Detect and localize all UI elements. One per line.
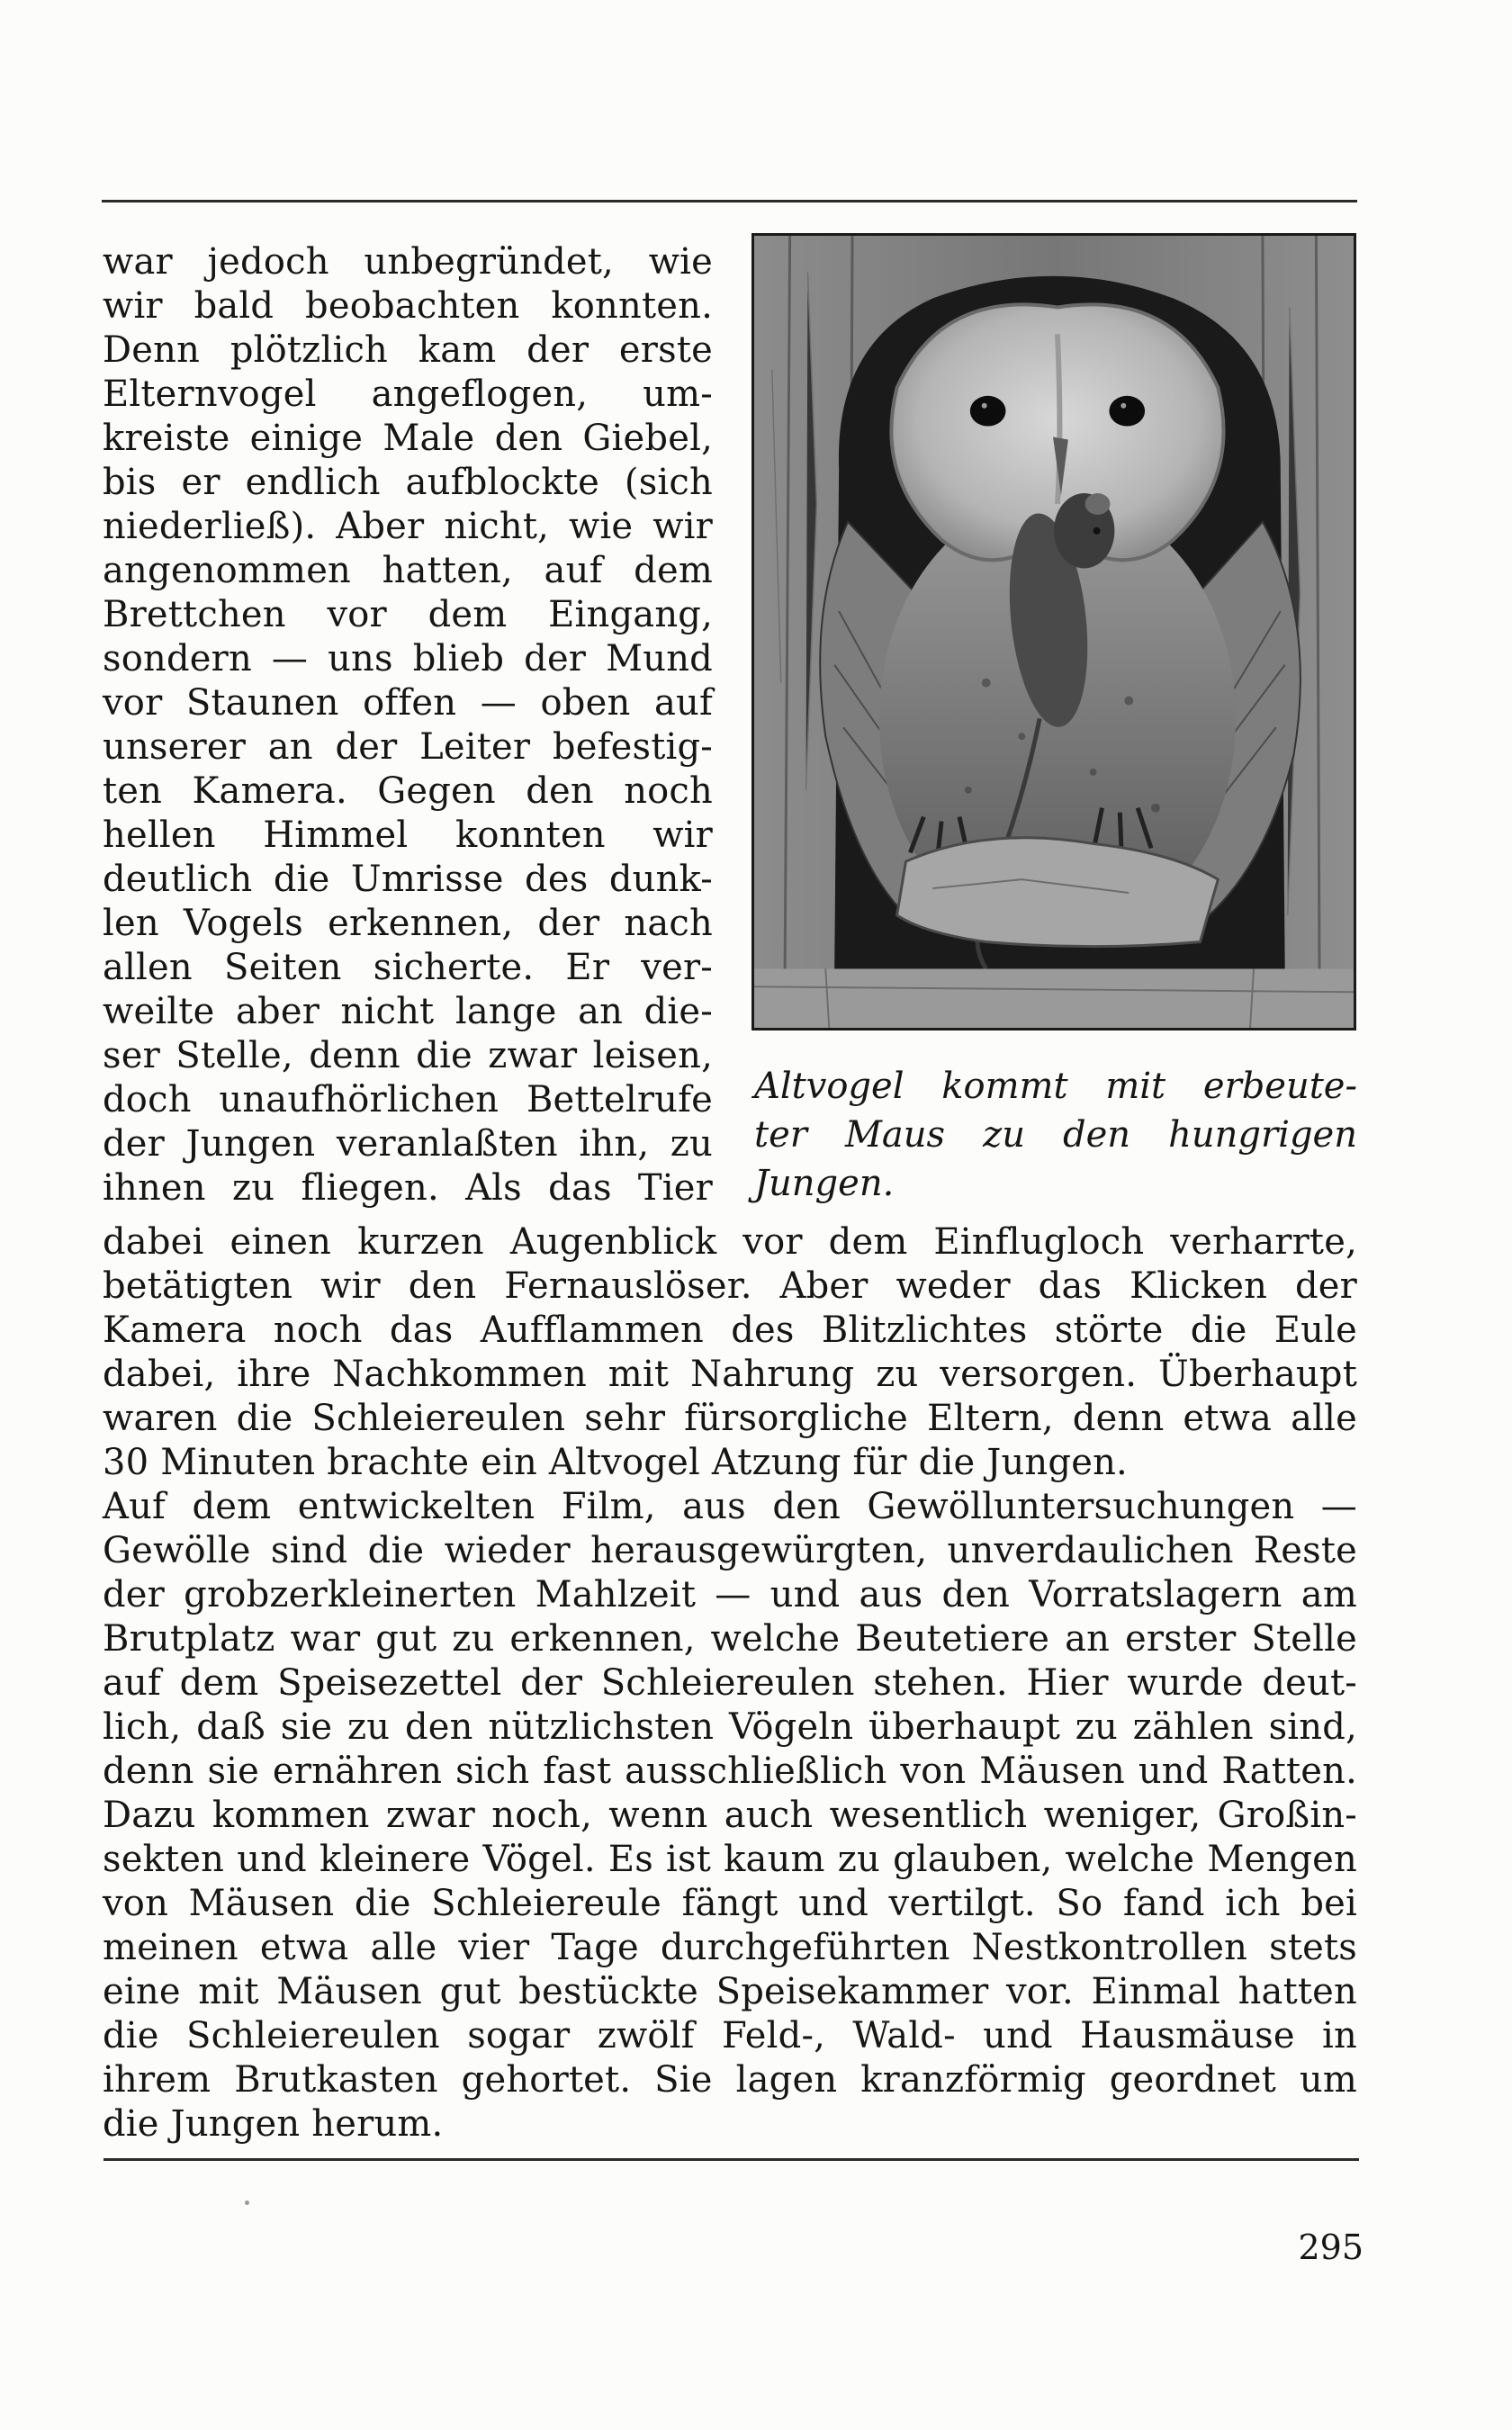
text-line: bis er endlich aufblockte (sich bbox=[103, 462, 713, 503]
text-line: wir bald beobachten konnten. bbox=[103, 285, 713, 327]
text-line: vor Staunen offen — oben auf bbox=[103, 682, 713, 724]
text-line: Kamera noch das Aufflammen des Blitzlichtes störte die Eule bbox=[103, 1310, 1357, 1351]
text-line: 30 Minuten brachte ein Altvogel Atzung für die Jungen. bbox=[103, 1442, 1128, 1483]
caption-line: Jungen. bbox=[754, 1163, 895, 1204]
caption-line: Altvogel kommt mit erbeute- bbox=[754, 1066, 1357, 1107]
text-line: len Vogels erkennen, der nach bbox=[103, 903, 713, 944]
text-line: ten Kamera. Gegen den noch bbox=[103, 770, 713, 812]
text-line: ser Stelle, denn die zwar leisen, bbox=[103, 1035, 713, 1076]
text-line: sondern — uns blieb der Mund bbox=[103, 638, 713, 680]
photo-caption bbox=[754, 1062, 1357, 1208]
text-line: meinen etwa alle vier Tage durchgeführten Nestkontrollen stets bbox=[103, 1927, 1357, 1968]
text-line: kreiste einige Male den Giebel, bbox=[103, 418, 713, 459]
text-line: Dazu kommen zwar noch, wenn auch wesentlich weniger, Großin- bbox=[103, 1795, 1357, 1836]
text-line: dabei einen kurzen Augenblick vor dem Einflugloch verharrte, bbox=[103, 1221, 1357, 1263]
text-line: dabei, ihre Nachkommen mit Nahrung zu versorgen. Überhaupt bbox=[103, 1354, 1357, 1395]
text-line: Brettchen vor dem Eingang, bbox=[103, 594, 713, 635]
top-rule bbox=[102, 200, 1357, 202]
owl-photo-illustration bbox=[754, 236, 1354, 1028]
text-line: die Jungen herum. bbox=[103, 2103, 444, 2145]
text-line: unserer an der Leiter befestig- bbox=[103, 726, 713, 768]
text-line: Elternvogel angeflogen, um- bbox=[103, 374, 713, 415]
text-line: der grobzerkleinerten Mahlzeit — und aus den Vorratslagern am bbox=[103, 1574, 1357, 1616]
caption-line: ter Maus zu den hungrigen bbox=[754, 1114, 1357, 1156]
text-line: ihrem Brutkasten gehortet. Sie lagen kranzförmig geordnet um bbox=[103, 2059, 1357, 2101]
text-line: hellen Himmel konnten wir bbox=[103, 814, 713, 856]
text-line: die Schleiereulen sogar zwölf Feld-, Wald- und Hausmäuse in bbox=[103, 2015, 1357, 2056]
text-line: betätigten wir den Fernauslöser. Aber weder das Klicken der bbox=[103, 1265, 1357, 1307]
text-line: eine mit Mäusen gut bestückte Speisekammer vor. Einmal hatten bbox=[103, 1971, 1357, 2012]
text-line: ihnen zu fliegen. Als das Tier bbox=[103, 1167, 713, 1209]
text-line: lich, daß sie zu den nützlichsten Vögeln überhaupt zu zählen sind, bbox=[103, 1706, 1357, 1748]
text-line: weilte aber nicht lange an die- bbox=[103, 991, 713, 1032]
text-line: allen Seiten sicherte. Er ver- bbox=[103, 947, 713, 988]
text-line: war jedoch unbegründet, wie bbox=[103, 241, 713, 283]
text-line: sekten und kleinere Vögel. Es ist kaum zu glauben, welche Mengen bbox=[103, 1839, 1357, 1880]
bottom-rule bbox=[104, 2158, 1359, 2161]
text-line: deutlich die Umrisse des dunk- bbox=[103, 859, 713, 900]
paper-speck bbox=[245, 2200, 249, 2205]
text-line: Auf dem entwickelten Film, aus den Gewölluntersuchungen — bbox=[103, 1486, 1357, 1527]
page-number: 295 bbox=[1298, 2228, 1364, 2267]
owl-photo bbox=[752, 233, 1356, 1030]
text-line: der Jungen veranlaßten ihn, zu bbox=[103, 1123, 713, 1165]
text-line: denn sie ernähren sich fast ausschließlich von Mäusen und Ratten. bbox=[103, 1750, 1357, 1792]
text-line: auf dem Speisezettel der Schleiereulen stehen. Hier wurde deut- bbox=[103, 1662, 1357, 1704]
text-line: Brutplatz war gut zu erkennen, welche Beutetiere an erster Stelle bbox=[103, 1618, 1357, 1660]
text-line: Denn plötzlich kam der erste bbox=[103, 329, 713, 371]
text-line: waren die Schleiereulen sehr fürsorgliche Eltern, denn etwa alle bbox=[103, 1398, 1357, 1439]
text-line: doch unaufhörlichen Bettelrufe bbox=[103, 1079, 713, 1120]
text-line: Gewölle sind die wieder herausgewürgten, unverdaulichen Reste bbox=[103, 1530, 1357, 1571]
text-line: angenommen hatten, auf dem bbox=[103, 550, 713, 591]
text-line: von Mäusen die Schleiereule fängt und vertilgt. So fand ich bei bbox=[103, 1883, 1357, 1924]
text-line: niederließ). Aber nicht, wie wir bbox=[103, 506, 713, 547]
